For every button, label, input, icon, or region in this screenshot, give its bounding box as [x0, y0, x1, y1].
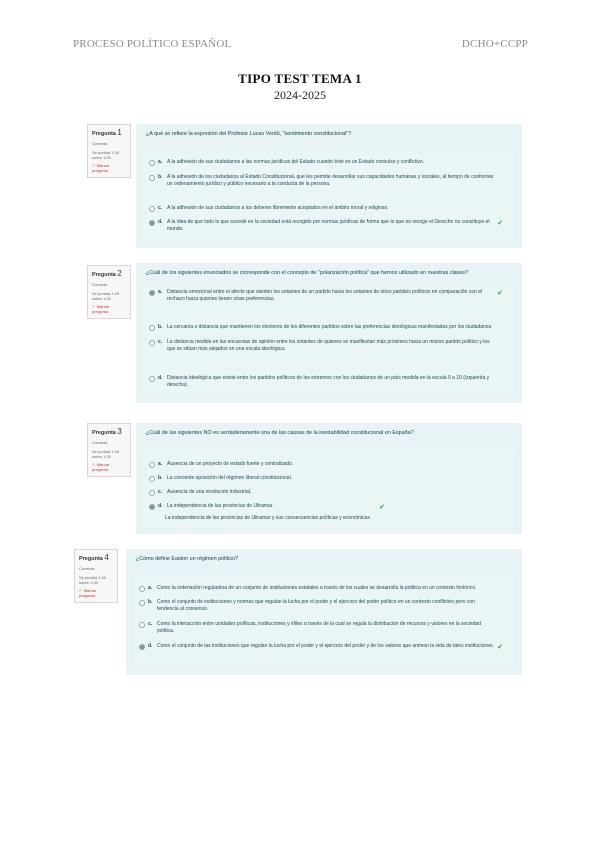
answer-option[interactable]: b. La cercanía o distancia que mantienen los electores de los diferentes partidos sobre las preferencias ideológicas manifestadas por los ciudadanos.: [149, 324, 495, 331]
radio-button[interactable]: [149, 462, 155, 468]
check-icon: ✔: [497, 290, 503, 297]
answer-option[interactable]: b. La creciente oposición del régimen liberal constitucional.: [149, 475, 495, 482]
answer-option[interactable]: c. Como la interacción entre unidades políticas, instituciones y élites a través de la cual se regula la distribución de recursos y valores en la sociedad política.: [139, 621, 495, 634]
question-info: [87, 124, 131, 178]
answer-list: [143, 148, 515, 240]
radio-button[interactable]: [139, 644, 145, 650]
question-score: Se puntúa 1,00 sobre 1,00: [92, 291, 120, 301]
answer-option[interactable]: c. Ausencia de una revolución industrial.: [149, 489, 495, 496]
answer-list: [143, 450, 515, 528]
answer-option[interactable]: b. A la adhesión de los ciudadanos al Estado Constitucional, que les permite desarrollar sus capacidades humanas y sociales, al tiempo de conformar un ordenamiento jurídico y público necesario a la conducta de la persona.: [149, 174, 495, 187]
header-degree: DCHO+CCPP: [461, 38, 528, 50]
radio-button[interactable]: [149, 476, 155, 482]
flag-question-link[interactable]: ⚐ Marcar pregunta: [92, 304, 126, 314]
question-info: [74, 549, 118, 603]
question-score: Se puntúa 1,00 sobre 1,00: [92, 449, 120, 459]
radio-button[interactable]: [149, 175, 155, 181]
radio-button[interactable]: [139, 586, 145, 592]
question-number: Pregunta 4: [79, 553, 109, 562]
answer-option[interactable]: a. A la adhesión de sus ciudadanos a las normas jurídicas del Estado cuando éste es un Estado convulso y conflictivo.: [149, 159, 495, 166]
question-status: Correcta: [92, 141, 108, 146]
radio-button[interactable]: [149, 206, 155, 212]
radio-button[interactable]: [149, 504, 155, 510]
check-icon: ✔: [379, 504, 385, 511]
question-number: Pregunta 1: [92, 128, 122, 137]
radio-button[interactable]: [149, 290, 155, 296]
radio-button[interactable]: [149, 220, 155, 226]
title-year: 2024-2025: [274, 88, 326, 102]
question-status: Correcta: [79, 566, 95, 571]
question-score: Se puntúa 1,00 sobre 1,00: [79, 575, 107, 585]
answer-option[interactable]: a. Como la ordenación reguladora de un conjunto de instituciones estatales a través de los cuales se desarrolla la política en un contexto histórico.: [139, 585, 495, 592]
question-info: [87, 423, 131, 477]
answer-list: [143, 283, 515, 395]
answer-option-selected[interactable]: d. La independencia de las provincias de Ultramar: [149, 503, 365, 510]
radio-button[interactable]: [149, 325, 155, 331]
doc-title: [0, 71, 600, 103]
flag-question-link[interactable]: ⚐ Marcar pregunta: [79, 588, 113, 598]
question-text: ¿Cómo define Easton un régimen político?: [136, 556, 239, 562]
answer-option-selected[interactable]: d. Como el conjunto de las instituciones que regulan la lucha por el poder y el ejercicio del poder y de los valores que animan la vida de tales instituciones.: [139, 643, 495, 650]
title-main: TIPO TEST TEMA 1: [238, 71, 362, 86]
question-number: Pregunta 3: [92, 427, 122, 436]
header-subject: PROCESO POLÍTICO ESPAÑOL: [73, 38, 232, 50]
answer-option[interactable]: b. Como el conjunto de instituciones y normas que regulan la lucha por el poder y el ejercicio del poder político en un contexto conflictivo pero con tendencia al consenso.: [139, 599, 495, 612]
radio-button[interactable]: [139, 622, 145, 628]
flag-question-link[interactable]: ⚐ Marcar pregunta: [92, 163, 126, 173]
radio-button[interactable]: [149, 340, 155, 346]
question-text: ¿Cuál de las siguientes NO es verdaderamente una de las causas de la inestabilidad constitucional en España?: [146, 430, 414, 436]
answer-option[interactable]: c. A la adhesión de sus ciudadanos a los deberes libremente aceptados en el ámbito moral y religioso.: [149, 205, 495, 212]
answer-option-selected[interactable]: d. A la idea de que todo lo que sucede en la sociedad está recogido por normas jurídicas de forma que lo que no recoge el Derecho no constituye el mundo.: [149, 219, 495, 232]
answer-list: [133, 573, 515, 668]
check-icon: ✔: [497, 220, 503, 227]
question-status: Correcta: [92, 440, 108, 445]
check-icon: ✔: [497, 644, 503, 651]
answer-option[interactable]: a. Ausencia de un proyecto de estado fuerte y centralizado.: [149, 461, 495, 468]
question-box: [136, 124, 522, 248]
question-number: Pregunta 2: [92, 269, 122, 278]
question-info: [87, 265, 131, 319]
answer-feedback: La independencia de las provincias de Ultramar y sus consecuencias políticas y económicas: [165, 515, 370, 521]
answer-option[interactable]: d. Distancia ideológica que existe entre los partidos políticos de los extremos con los ciudadanos de un país medida en la escala 0 a 10 (izquierda y derecha).: [149, 375, 495, 388]
question-box: [126, 549, 522, 675]
question-box: [136, 423, 522, 534]
answer-option[interactable]: c. La distancia medida en las encuestas de opinión entre los votantes de quienes se manifiestan más próximos hacia un mismo partido político y los que se sitúan más alejados en una escala ideológica.: [149, 339, 495, 352]
radio-button[interactable]: [139, 600, 145, 606]
question-text: ¿A qué se refiere la expresión del Profesor Lucas Verdú, "sentimiento constitucional"?: [146, 131, 352, 137]
question-status: Correcta: [92, 282, 108, 287]
answer-option-selected[interactable]: a. Distancia emocional entre el afecto que sienten los votantes de un partido hacia los votantes de otros partidos políticos en comparación con el rechazo hacia quienes tienen otras preferencias.: [149, 289, 495, 302]
radio-button[interactable]: [149, 376, 155, 382]
flag-question-link[interactable]: ⚐ Marcar pregunta: [92, 462, 126, 472]
question-text: ¿Cuál de los siguientes enunciados se corresponde con el concepto de "polarización política" que hemos utilizado en nuestras clases?: [146, 270, 469, 276]
radio-button[interactable]: [149, 160, 155, 166]
radio-button[interactable]: [149, 490, 155, 496]
question-score: Se puntúa 1,00 sobre 1,00: [92, 150, 120, 160]
question-box: [136, 263, 522, 403]
